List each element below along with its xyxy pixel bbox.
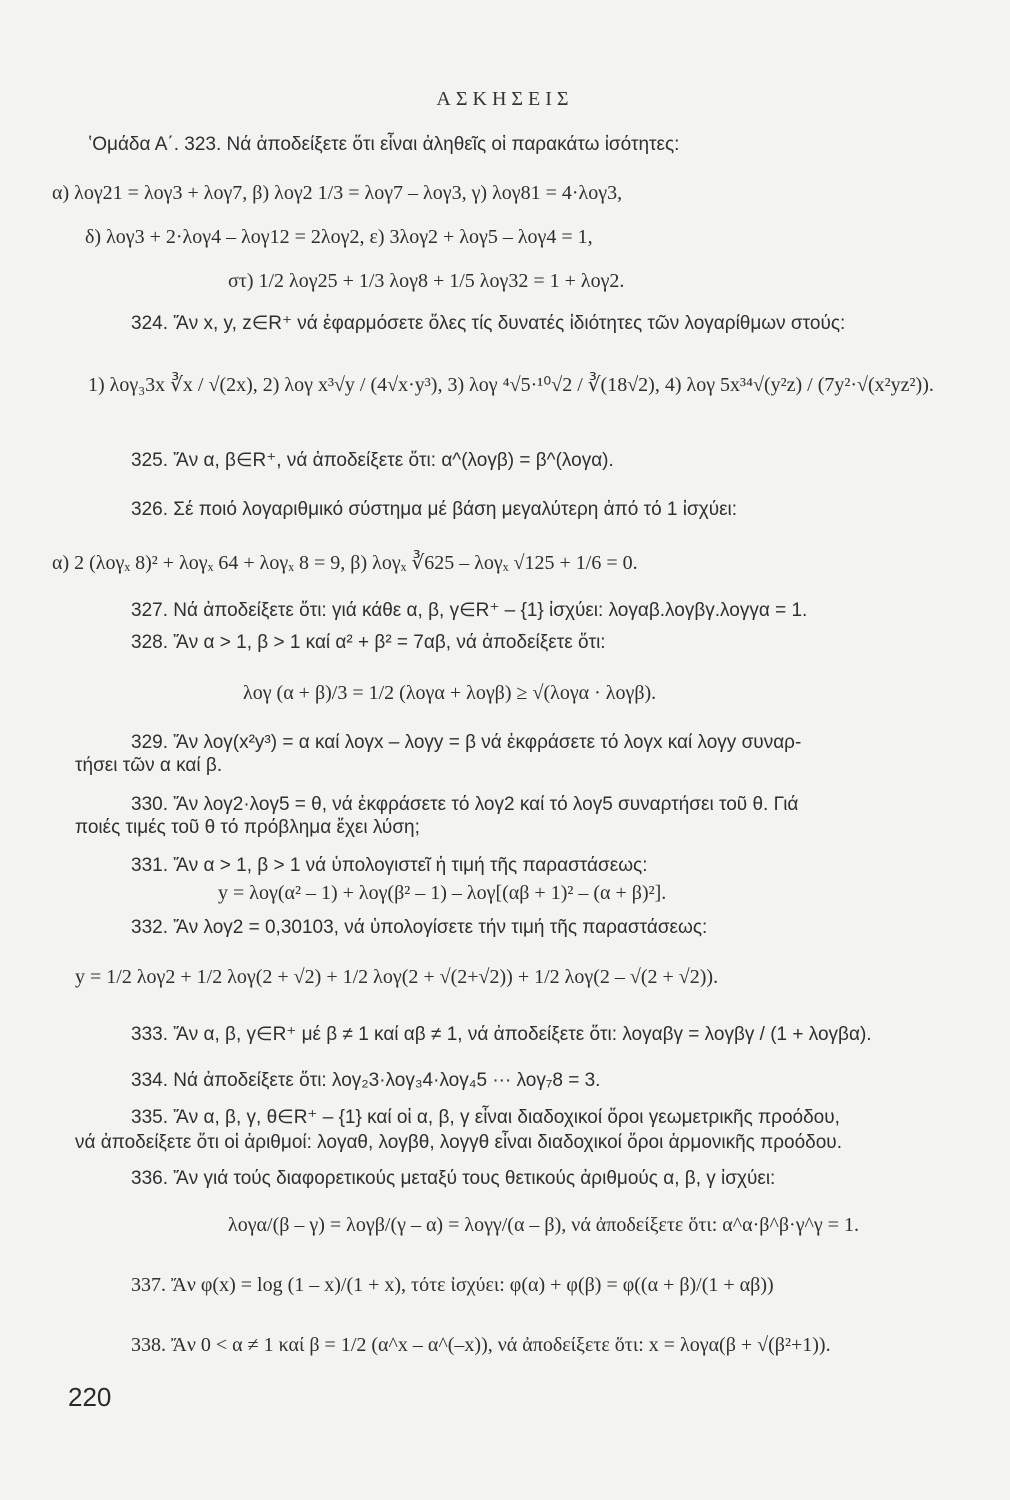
page-number: 220 xyxy=(68,1382,112,1412)
exercise-337: 337. Ἄν φ(x) = log (1 – x)/(1 + x), τότε ἰσχύει: φ(α) + φ(β) = φ((α + β)/(1 + αβ)) xyxy=(131,1274,774,1296)
exercise-331-formula: y = λογ(α² – 1) + λογ(β² – 1) – λογ[(αβ + 1)² – (α + β)²]. xyxy=(218,882,667,904)
exercise-336-formula: λογα/(β – γ) = λογβ/(γ – α) = λογγ/(α – β), νά ἀποδείξετε ὅτι: α^α·β^β·γ^γ = 1. xyxy=(228,1214,860,1236)
exercise-335: 335. Ἄν α, β, γ, θ∈R⁺ – {1} καί οἱ α, β, γ εἶναι διαδοχικοί ὅροι γεωμετρικῆς προόδου, xyxy=(131,1107,840,1128)
exercise-331: 331. Ἄν α > 1, β > 1 νά ὑπολογιστεῖ ἡ τιμή τῆς παραστάσεως: xyxy=(131,855,648,876)
exercise-329-cont: τήσει τῶν α καί β. xyxy=(75,755,223,776)
exercise-324: 324. Ἄν x, y, z∈R⁺ νά ἐφαρμόσετε ὅλες τίς δυνατές ἰδιότητες τῶν λογαρίθμων στούς: xyxy=(131,313,846,334)
exercise-332: 332. Ἄν λογ2 = 0,30103, νά ὑπολογίσετε τήν τιμή τῆς παραστάσεως: xyxy=(131,917,708,938)
exercise-338: 338. Ἄν 0 < α ≠ 1 καί β = 1/2 (α^x – α^(–x)), νά ἀποδείξετε ὅτι: x = λογα(β + √(β²+1)). xyxy=(131,1334,831,1356)
exercise-336: 336. Ἄν γιά τούς διαφορετικούς μεταξύ τους θετικούς ἀριθμούς α, β, γ ἰσχύει: xyxy=(131,1168,776,1189)
exercise-333: 333. Ἄν α, β, γ∈R⁺ μέ β ≠ 1 καί αβ ≠ 1, νά ἀποδείξετε ὅτι: λογαβγ = λογβγ / (1 + λογβα). xyxy=(131,1024,872,1045)
exercise-330: 330. Ἄν λογ2·λογ5 = θ, νά ἐκφράσετε τό λογ2 καί τό λογ5 συναρτήσει τοῦ θ. Γιά xyxy=(131,794,799,815)
exercise-330-cont: ποιές τιμές τοῦ θ τό πρόβλημα ἔχει λύση; xyxy=(75,817,420,838)
exercise-326: 326. Σέ ποιό λογαριθμικό σύστημα μέ βάση μεγαλύτερη ἀπό τό 1 ἰσχύει: xyxy=(131,499,738,520)
exercise-327: 327. Νά ἀποδείξετε ὅτι: γιά κάθε α, β, γ∈R⁺ – {1} ἰσχύει: λογαβ.λογβγ.λογγα = 1. xyxy=(131,600,808,621)
exercise-328: 328. Ἄν α > 1, β > 1 καί α² + β² = 7αβ, νά ἀποδείξετε ὅτι: xyxy=(131,632,606,653)
group-a-intro: ʽΟμάδα Α΄. 323. Νά ἀποδείξετε ὅτι εἶναι ἀληθεῖς οἱ παρακάτω ἰσότητες: xyxy=(88,134,680,155)
exercise-335-cont: νά ἀποδείξετε ὅτι οἱ ἀριθμοί: λογαθ, λογβθ, λογγθ εἶναι διαδοχικοί ὅροι ἁρμονικῆς προόδου. xyxy=(75,1132,842,1153)
exercise-334: 334. Νά ἀποδείξετε ὅτι: λογ₂3·λογ₃4·λογ₄5 ··· λογ₇8 = 3. xyxy=(131,1070,601,1091)
exercise-326-formulas: α) 2 (λογₓ 8)² + λογₓ 64 + λογₓ 8 = 9, β) λογₓ ∛625 – λογₓ √125 + 1/6 = 0. xyxy=(52,552,638,574)
exercise-323-row-3: στ) 1/2 λογ25 + 1/3 λογ8 + 1/5 λογ32 = 1 + λογ2. xyxy=(228,270,625,292)
page-heading: ΑΣΚΗΣΕΙΣ xyxy=(436,88,574,110)
exercise-323-row-2: δ) λογ3 + 2·λογ4 – λογ12 = 2λογ2, ε) 3λογ2 + λογ5 – λογ4 = 1, xyxy=(85,226,593,248)
exercise-323-row-1: α) λογ21 = λογ3 + λογ7, β) λογ2 1/3 = λογ7 – λογ3, γ) λογ81 = 4·λογ3, xyxy=(52,182,623,204)
exercise-332-formula: y = 1/2 λογ2 + 1/2 λογ(2 + √2) + 1/2 λογ(2 + √(2+√2)) + 1/2 λογ(2 – √(2 + √2)). xyxy=(75,966,719,988)
exercise-325: 325. Ἄν α, β∈R⁺, νά ἀποδείξετε ὅτι: α^(λογβ) = β^(λογα). xyxy=(131,450,614,471)
exercise-329: 329. Ἄν λογ(x²y³) = α καί λογx – λογy = β νά ἐκφράσετε τό λογx καί λογy συναρ- xyxy=(131,732,802,753)
exercise-324-formulas: 1) λογ₃3x ∛x / √(2x), 2) λογ x³√y / (4√x·y³), 3) λογ ⁴√5·¹⁰√2 / ∛(18√2), 4) λογ 5x³⁴√(y²z) / (7y²·√(x²yz²)). xyxy=(88,374,934,396)
exercise-328-formula: λογ (α + β)/3 = 1/2 (λογα + λογβ) ≥ √(λογα · λογβ). xyxy=(243,682,657,704)
